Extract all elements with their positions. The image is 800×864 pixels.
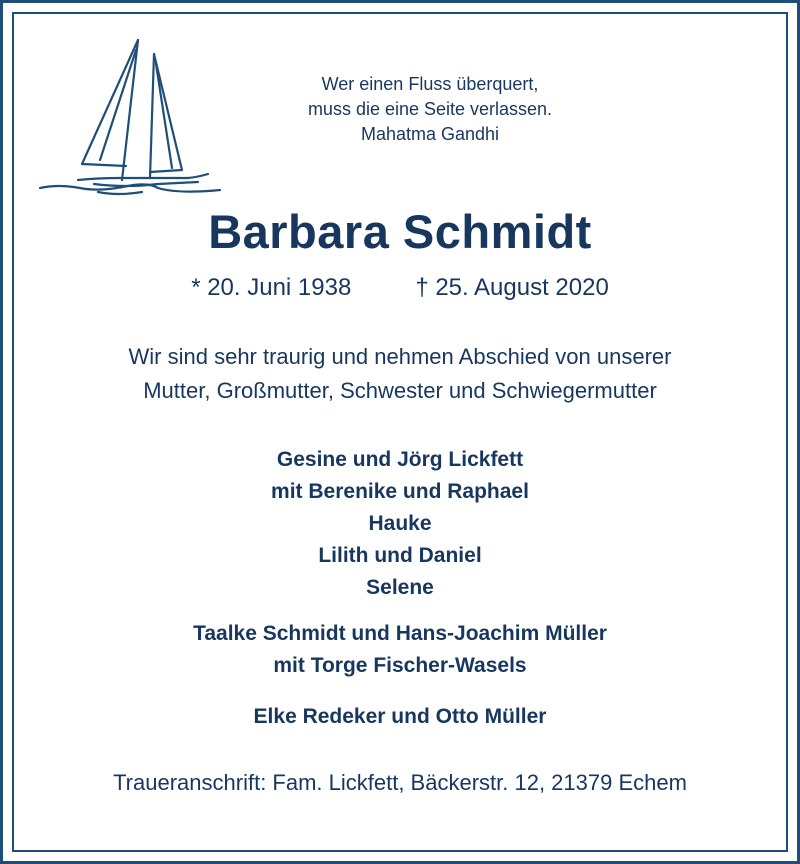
life-dates bbox=[0, 274, 800, 302]
deceased-name: Barbara Schmidt bbox=[208, 205, 592, 258]
quote-line: Wer einen Fluss überquert, bbox=[321, 74, 539, 94]
quote-line: muss die eine Seite verlassen. bbox=[307, 99, 553, 119]
message-line: Wir sind sehr traurig und nehmen Abschied von unserer bbox=[128, 344, 672, 369]
sailboat-icon bbox=[38, 28, 222, 200]
death-date: † 25. August 2020 bbox=[415, 274, 609, 301]
mourning-address: Traueranschrift: Fam. Lickfett, Bäckerstr. 12, 21379 Echem bbox=[113, 770, 687, 795]
family-line: Taalke Schmidt und Hans-Joachim Müller bbox=[193, 622, 607, 645]
family-group-1 bbox=[0, 444, 800, 604]
quote-block bbox=[230, 72, 630, 147]
family-line: Gesine und Jörg Lickfett bbox=[276, 448, 524, 471]
mourning-message bbox=[0, 340, 800, 408]
family-line: Elke Redeker und Otto Müller bbox=[253, 705, 547, 728]
family-group-2 bbox=[0, 618, 800, 682]
family-line: Selene bbox=[366, 576, 434, 599]
family-group-3 bbox=[0, 701, 800, 733]
quote-author: Mahatma Gandhi bbox=[360, 124, 500, 144]
family-line: mit Berenike und Raphael bbox=[271, 480, 529, 503]
family-line: Hauke bbox=[368, 512, 432, 535]
family-line: mit Torge Fischer-Wasels bbox=[273, 654, 527, 677]
birth-date: * 20. Juni 1938 bbox=[191, 274, 352, 301]
family-line: Lilith und Daniel bbox=[318, 544, 482, 567]
message-line: Mutter, Großmutter, Schwester und Schwiegermutter bbox=[143, 378, 657, 403]
